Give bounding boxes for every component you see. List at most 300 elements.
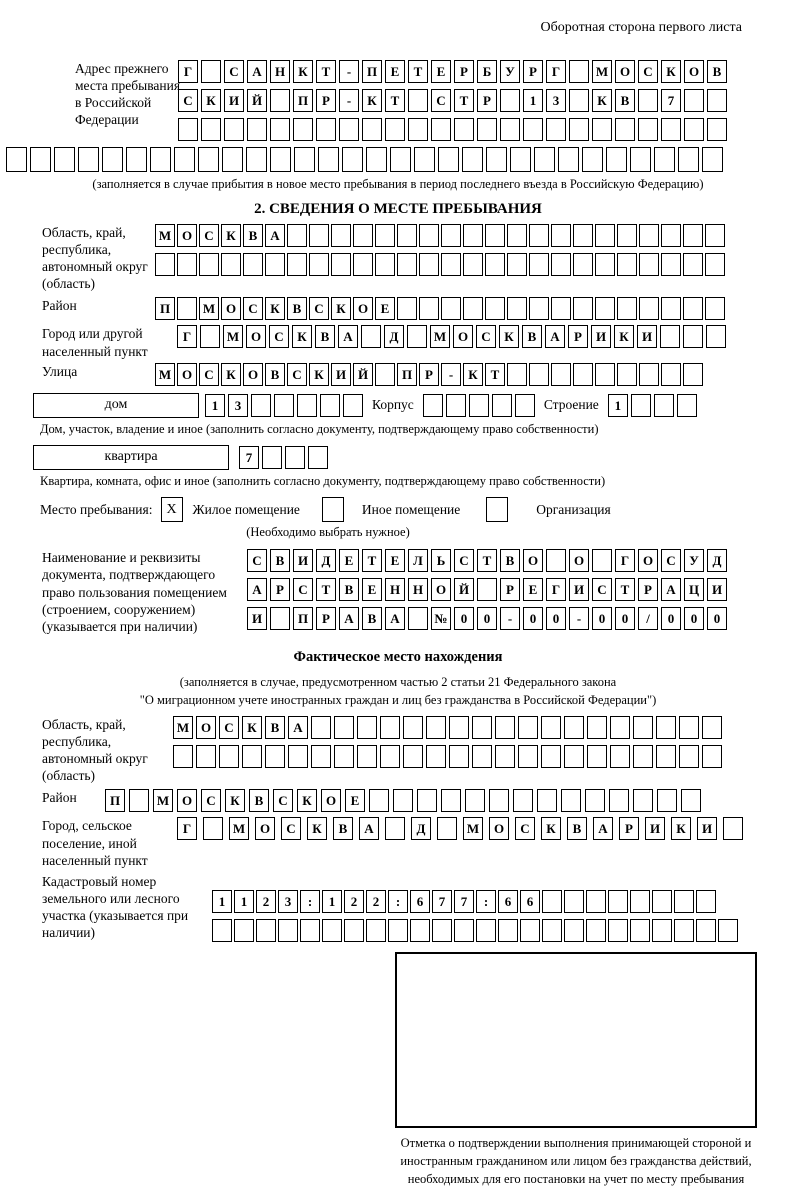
char-cell [702, 147, 723, 172]
char-cell: Т [477, 549, 497, 572]
char-cell: В [265, 716, 285, 739]
char-cell [224, 118, 244, 141]
char-cell: Т [316, 60, 336, 83]
char-cell: А [247, 578, 267, 601]
stay-type-checkbox-residential: X [161, 497, 183, 522]
char-cell [320, 394, 340, 417]
char-cell: К [671, 817, 691, 840]
char-cell [344, 919, 364, 942]
char-cell: Л [408, 549, 428, 572]
char-cell [652, 890, 672, 913]
char-cell: К [201, 89, 221, 112]
char-cell: 7 [239, 446, 259, 469]
char-cell [353, 253, 373, 276]
char-cell [485, 297, 505, 320]
char-cell [102, 147, 123, 172]
char-cell [423, 394, 443, 417]
char-cell: В [243, 224, 263, 247]
char-cell: К [242, 716, 262, 739]
char-cell [129, 789, 149, 812]
char-cell: П [397, 363, 417, 386]
char-cell: С [243, 297, 263, 320]
char-cell [674, 919, 694, 942]
char-cell [529, 363, 549, 386]
char-cell: С [476, 325, 496, 348]
char-cell [441, 253, 461, 276]
char-cell: Ь [431, 549, 451, 572]
char-cell [294, 147, 315, 172]
char-cell: Р [316, 607, 336, 630]
char-cell [617, 297, 637, 320]
char-cell [212, 919, 232, 942]
char-cell: И [697, 817, 717, 840]
char-cell [334, 745, 354, 768]
char-cell: Т [362, 549, 382, 572]
char-cell: Р [619, 817, 639, 840]
char-cell: М [223, 325, 243, 348]
char-cell: Т [454, 89, 474, 112]
actual-location-caption-2: "О миграционном учете иностранных граждан и лиц без гражданства в Российской Федерации") [139, 692, 657, 707]
char-cell [674, 890, 694, 913]
char-cell [507, 253, 527, 276]
char-cell [495, 716, 515, 739]
street-label: Улица [42, 363, 78, 379]
char-cell [222, 147, 243, 172]
char-cell [309, 224, 329, 247]
char-cell [542, 890, 562, 913]
char-cell: М [463, 817, 483, 840]
actual-district-label: Район [42, 790, 77, 806]
char-cell: С [638, 60, 658, 83]
char-cell: 0 [454, 607, 474, 630]
char-cell [595, 224, 615, 247]
char-cell [150, 147, 171, 172]
char-cell [438, 147, 459, 172]
char-cell [366, 147, 387, 172]
char-cell [173, 745, 193, 768]
char-cell [609, 789, 629, 812]
actual-location-caption-1: (заполняется в случае, предусмотренном частью 2 статьи 21 Федерального закона [179, 675, 617, 690]
char-cell: Н [270, 60, 290, 83]
char-cell [414, 147, 435, 172]
char-cell: № [431, 607, 451, 630]
char-cell: Н [408, 578, 428, 601]
actual-region-line-2 [173, 745, 722, 768]
char-cell [595, 297, 615, 320]
house-number-cells [205, 394, 363, 417]
char-cell [707, 118, 727, 141]
char-cell: М [229, 817, 249, 840]
actual-city-line [177, 817, 743, 840]
char-cell: М [155, 363, 175, 386]
char-cell [617, 363, 637, 386]
char-cell [380, 745, 400, 768]
char-cell [652, 919, 672, 942]
char-cell [660, 325, 680, 348]
district-label: Район [42, 298, 77, 314]
char-cell [582, 147, 603, 172]
char-cell: 6 [520, 890, 540, 913]
char-cell [198, 147, 219, 172]
char-cell: В [315, 325, 335, 348]
char-cell: О [638, 549, 658, 572]
document-line-2 [247, 578, 727, 601]
char-cell [507, 363, 527, 386]
char-cell [203, 817, 223, 840]
char-cell: А [545, 325, 565, 348]
char-cell: Т [408, 60, 428, 83]
char-cell: Б [477, 60, 497, 83]
char-cell [683, 297, 703, 320]
char-cell: О [221, 297, 241, 320]
char-cell [592, 118, 612, 141]
char-cell: - [500, 607, 520, 630]
char-cell [234, 919, 254, 942]
char-cell: 7 [454, 890, 474, 913]
char-cell: С [178, 89, 198, 112]
char-cell: С [592, 578, 612, 601]
char-cell [573, 224, 593, 247]
stay-type-caption: (Необходимо выбрать нужное) [246, 525, 410, 540]
char-cell [510, 147, 531, 172]
char-cell: К [292, 325, 312, 348]
char-cell: И [247, 607, 267, 630]
char-cell [311, 716, 331, 739]
char-cell: О [523, 549, 543, 572]
char-cell [432, 919, 452, 942]
char-cell [541, 745, 561, 768]
char-cell: С [199, 224, 219, 247]
document-group [42, 549, 756, 635]
char-cell: А [339, 607, 359, 630]
char-cell: К [592, 89, 612, 112]
char-cell [630, 147, 651, 172]
char-cell [696, 890, 716, 913]
char-cell [495, 745, 515, 768]
korpus-label: Корпус [372, 397, 414, 413]
char-cell [441, 789, 461, 812]
char-cell: С [199, 363, 219, 386]
char-cell [546, 549, 566, 572]
char-cell: Н [385, 578, 405, 601]
char-cell: О [177, 224, 197, 247]
stay-type-label: Место пребывания: [40, 501, 153, 517]
stroenie-label: Строение [543, 397, 599, 413]
char-cell: Ц [684, 578, 704, 601]
char-cell [679, 745, 699, 768]
char-cell [661, 363, 681, 386]
char-cell: А [288, 716, 308, 739]
char-cell [357, 745, 377, 768]
char-cell: О [321, 789, 341, 812]
house-caption: Дом, участок, владение и иное (заполнить согласно документу, подтверждающему право собственности) [40, 421, 599, 436]
char-cell [569, 60, 589, 83]
char-cell [331, 253, 351, 276]
char-cell [546, 118, 566, 141]
char-cell [486, 147, 507, 172]
house-row [33, 393, 756, 418]
char-cell [558, 147, 579, 172]
char-cell: Р [454, 60, 474, 83]
char-cell: 3 [228, 394, 248, 417]
char-cell [654, 147, 675, 172]
char-cell: 7 [432, 890, 452, 913]
char-cell [518, 716, 538, 739]
char-cell [492, 394, 512, 417]
stamp-box [395, 952, 757, 1128]
char-cell [515, 394, 535, 417]
char-cell [126, 147, 147, 172]
char-cell [573, 363, 593, 386]
char-cell: С [273, 789, 293, 812]
char-cell: Р [638, 578, 658, 601]
char-cell: П [155, 297, 175, 320]
char-cell [463, 297, 483, 320]
char-cell [617, 224, 637, 247]
char-cell [454, 919, 474, 942]
char-cell [408, 89, 428, 112]
char-cell [311, 745, 331, 768]
char-cell [177, 253, 197, 276]
char-cell [617, 253, 637, 276]
char-cell: С [287, 363, 307, 386]
char-cell [78, 147, 99, 172]
char-cell [586, 919, 606, 942]
char-cell [200, 325, 220, 348]
char-cell [551, 363, 571, 386]
char-cell: С [309, 297, 329, 320]
char-cell: Е [431, 60, 451, 83]
char-cell: О [453, 325, 473, 348]
char-cell: М [199, 297, 219, 320]
char-cell [369, 789, 389, 812]
char-cell: Р [270, 578, 290, 601]
char-cell: О [615, 60, 635, 83]
char-cell [518, 745, 538, 768]
char-cell: К [499, 325, 519, 348]
char-cell [419, 224, 439, 247]
char-cell [407, 325, 427, 348]
char-cell [465, 789, 485, 812]
char-cell: О [177, 789, 197, 812]
char-cell: Е [345, 789, 365, 812]
char-cell: О [684, 60, 704, 83]
char-cell [331, 224, 351, 247]
char-cell: Г [546, 60, 566, 83]
char-cell: С [281, 817, 301, 840]
char-cell [656, 716, 676, 739]
apartment-row [33, 445, 756, 470]
stay-type-checkbox-organization [486, 497, 508, 522]
char-cell: Г [615, 549, 635, 572]
char-cell [498, 919, 518, 942]
char-cell: 1 [322, 890, 342, 913]
page-side-note: Оборотная сторона первого листа [540, 20, 742, 35]
char-cell [155, 253, 175, 276]
stay-type-row [40, 497, 756, 522]
char-cell [639, 297, 659, 320]
char-cell: А [338, 325, 358, 348]
char-cell [639, 224, 659, 247]
char-cell [177, 297, 197, 320]
char-cell: Т [316, 578, 336, 601]
char-cell: 0 [477, 607, 497, 630]
char-cell: С [293, 578, 313, 601]
char-cell [657, 789, 677, 812]
actual-region-label: Область, край, республика, автономный округ (область) [42, 716, 148, 784]
city-line [177, 325, 726, 348]
char-cell: С [201, 789, 221, 812]
char-cell [573, 253, 593, 276]
char-cell: М [430, 325, 450, 348]
char-cell: И [293, 549, 313, 572]
char-cell [410, 919, 430, 942]
actual-city-label: Город, сельское поселение, иной населенный пункт [42, 818, 148, 868]
char-cell: 3 [278, 890, 298, 913]
char-cell [696, 919, 716, 942]
prev-address-label: Адрес прежнего места пребывания в Российской Федерации [75, 61, 181, 128]
char-cell: Й [247, 89, 267, 112]
char-cell [174, 147, 195, 172]
char-cell: 6 [410, 890, 430, 913]
char-cell [520, 919, 540, 942]
char-cell [702, 745, 722, 768]
district-line [155, 297, 725, 320]
char-cell [561, 789, 581, 812]
char-cell [247, 118, 267, 141]
char-cell [683, 325, 703, 348]
char-cell [265, 253, 285, 276]
char-cell [615, 118, 635, 141]
char-cell [529, 297, 549, 320]
char-cell: В [615, 89, 635, 112]
street-line [155, 363, 703, 386]
char-cell: К [221, 224, 241, 247]
char-cell [656, 745, 676, 768]
char-cell: С [454, 549, 474, 572]
char-cell: - [569, 607, 589, 630]
char-cell: 2 [366, 890, 386, 913]
char-cell [610, 745, 630, 768]
char-cell [463, 253, 483, 276]
char-cell [375, 253, 395, 276]
char-cell: О [489, 817, 509, 840]
char-cell [446, 394, 466, 417]
cadastral-line-1 [212, 890, 738, 913]
char-cell: А [593, 817, 613, 840]
char-cell [201, 60, 221, 83]
char-cell [300, 919, 320, 942]
char-cell [454, 118, 474, 141]
char-cell [507, 224, 527, 247]
char-cell: Т [385, 89, 405, 112]
char-cell: Е [362, 578, 382, 601]
char-cell: К [541, 817, 561, 840]
char-cell: - [339, 89, 359, 112]
char-cell: - [339, 60, 359, 83]
char-cell [472, 716, 492, 739]
char-cell: / [638, 607, 658, 630]
char-cell [705, 297, 725, 320]
stay-type-option-other: Иное помещение [361, 501, 461, 517]
char-cell: Е [523, 578, 543, 601]
char-cell [426, 745, 446, 768]
actual-district-group [42, 789, 756, 812]
char-cell [723, 817, 743, 840]
char-cell [265, 745, 285, 768]
char-cell: Д [707, 549, 727, 572]
char-cell: А [265, 224, 285, 247]
char-cell: Д [411, 817, 431, 840]
char-cell [477, 578, 497, 601]
char-cell [630, 919, 650, 942]
char-cell: О [255, 817, 275, 840]
house-word-box: дом [33, 393, 199, 418]
char-cell: 0 [661, 607, 681, 630]
char-cell: М [153, 789, 173, 812]
char-cell [661, 253, 681, 276]
char-cell [485, 224, 505, 247]
char-cell: Д [316, 549, 336, 572]
char-cell: Е [385, 60, 405, 83]
char-cell [564, 745, 584, 768]
char-cell: А [661, 578, 681, 601]
char-cell [485, 253, 505, 276]
char-cell [426, 716, 446, 739]
char-cell: 0 [707, 607, 727, 630]
region-label: Область, край, республика, автономный округ (область) [42, 224, 148, 292]
char-cell [684, 118, 704, 141]
char-cell: - [441, 363, 461, 386]
char-cell: 0 [523, 607, 543, 630]
char-cell [587, 716, 607, 739]
char-cell: 1 [608, 394, 628, 417]
char-cell [403, 716, 423, 739]
char-cell [529, 253, 549, 276]
district-group [42, 297, 756, 320]
char-cell [705, 253, 725, 276]
char-cell: 2 [256, 890, 276, 913]
char-cell [270, 89, 290, 112]
char-cell [489, 789, 509, 812]
char-cell [477, 118, 497, 141]
char-cell [661, 118, 681, 141]
char-cell [287, 253, 307, 276]
char-cell [242, 745, 262, 768]
char-cell: В [333, 817, 353, 840]
char-cell [564, 890, 584, 913]
char-cell [639, 253, 659, 276]
actual-city-group [42, 817, 756, 868]
char-cell: Д [384, 325, 404, 348]
char-cell [270, 147, 291, 172]
char-cell [408, 607, 428, 630]
char-cell: М [173, 716, 193, 739]
char-cell [270, 607, 290, 630]
char-cell [201, 118, 221, 141]
char-cell [638, 118, 658, 141]
char-cell [462, 147, 483, 172]
char-cell [449, 716, 469, 739]
char-cell [196, 745, 216, 768]
region-line-2 [155, 253, 725, 276]
char-cell [573, 297, 593, 320]
char-cell: Р [500, 578, 520, 601]
char-cell [334, 716, 354, 739]
char-cell [564, 716, 584, 739]
char-cell: О [196, 716, 216, 739]
char-cell [390, 147, 411, 172]
